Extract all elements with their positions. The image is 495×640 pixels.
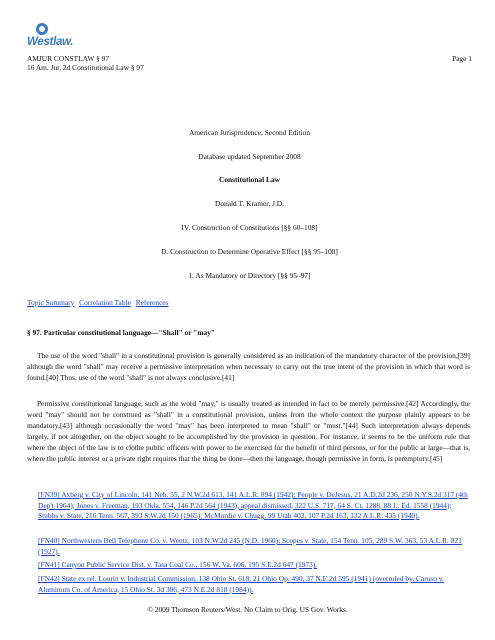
citation-line-1: AMJUR CONSTLAW § 97 [27, 54, 110, 63]
subpart-heading: D. Construction to Determine Operative Effect [§§ 95–108] [161, 247, 338, 256]
copyright-footer: © 2009 Thomson Reuters/West. No Claim to Orig. US Gov. Works. [147, 605, 348, 614]
publication-title: American Jurisprudence, Second Edition [188, 128, 311, 137]
division-heading: 1. As Mandatory or Directory [§§ 95–97] [188, 271, 311, 280]
footnote-39[interactable] [38, 490, 470, 522]
footnote-41-link[interactable]: [FN41] Canyon Public Service Dist. v. Tasa Coal Co., 156 W. Va. 606, 195 S.E.2d 647 (1973). [38, 560, 318, 569]
footnote-41[interactable] [38, 560, 470, 571]
footnote-42-link[interactable]: [FN42] State ex rel. Lourin v. Industrial Commission, 138 Ohio St. 618, 21 Ohio Op. 490, 37 N.E.2d 595 (1941) (overruled by, Caruso v. Aluminum Co. of America, 15 Ohio St. 3d 306, 473 N.E.2d 818 (1984)). [38, 574, 444, 594]
topic-title: Constitutional Law [219, 175, 280, 184]
part-heading: IV. Construction of Constitutions [§§ 60–108] [181, 223, 318, 232]
footnote-40-link[interactable]: [FN40] Northwestern Bell Telephone Co. v. Wentz, 103 N.W.2d 245 (N.D. 1960); Scopes v. State, 154 Tenn. 105, 289 S.W. 363, 53 A.L.R. 821 (1927). [38, 536, 462, 556]
westlaw-star-icon [35, 22, 49, 36]
logo-text: Westlaw. [27, 36, 74, 48]
footnote-39-link[interactable]: [FN39] Axberg v. City of Lincoln, 141 Neb. 55, 2 N.W.2d 613, 141 A.L.R. 894 (1942); People v. DeJesus, 21 A.D.2d 236, 250 N.Y.S.2d 317 (4th Dep't 1964); Jones v. Freeman, 193 Okla. 554, 146 P.2d 564 (1943), appeal dismissed, 322 U.S. 717, 64 S. Ct. 1288, 88 L. Ed. 1558 (1944); Stubbs v. State, 216 Tenn. 567, 393 S.W.2d 150 (1965); McMurdie v. Chugg, 99 Utah 403, 107 P.2d 163, 132 A.L.R. 435 (1940). [38, 490, 468, 520]
references-link[interactable]: References [135, 298, 169, 307]
nav-links [27, 298, 172, 307]
database-date: Database updated September 2008 [198, 152, 301, 161]
correlation-table-link[interactable]: Correlation Table [79, 298, 131, 307]
author: Donald T. Kramer, J.D. [214, 199, 284, 208]
paragraph-2: Permissive constitutional language, such as the word "may," is usually treated as intended in fact to be merely permissive.[42] Accordingly, the word "may" should not be construed as "shall" in a constitutional provision, unless from the whole context the purpose plainly appears to be mandatory,[43] although occasionally the word "may" has been interpreted to mean "shall" or "must."[44] Such interpretation always depends largely, if not altogether, on the object sought to be accomplished by the provision in question. For instance, it seems to be the uniform rule that where the object of the law is to clothe public officers with power to be exercised for the benefit of third persons, or for the public at large—that is, where the public interest or a private right requires that the thing be done—then the language, though permissive in form, is peremptory.[45] [27, 399, 470, 463]
westlaw-logo [27, 22, 87, 52]
citation-line-2: 16 Am. Jur. 2d Constitutional Law § 97 [27, 63, 144, 72]
footnote-40[interactable] [38, 536, 470, 557]
section-title: § 97. Particular constitutional language—"Shall" or "may" [27, 328, 215, 337]
paragraph-1: The use of the word "shall" in a constitutional provision is generally considered as an indication of the mandatory character of the provision,[39] although the word "shall" may receive a permissive interpretation when necessary to carry out the true intent of the provision in which that word is found.[40] Thus, use of the word "shall" is not always conclusive.[41] [27, 351, 470, 382]
footnote-42[interactable] [38, 574, 470, 595]
topic-summary-link[interactable]: Topic Summary [27, 298, 75, 307]
page-number: Page 1 [452, 54, 472, 63]
